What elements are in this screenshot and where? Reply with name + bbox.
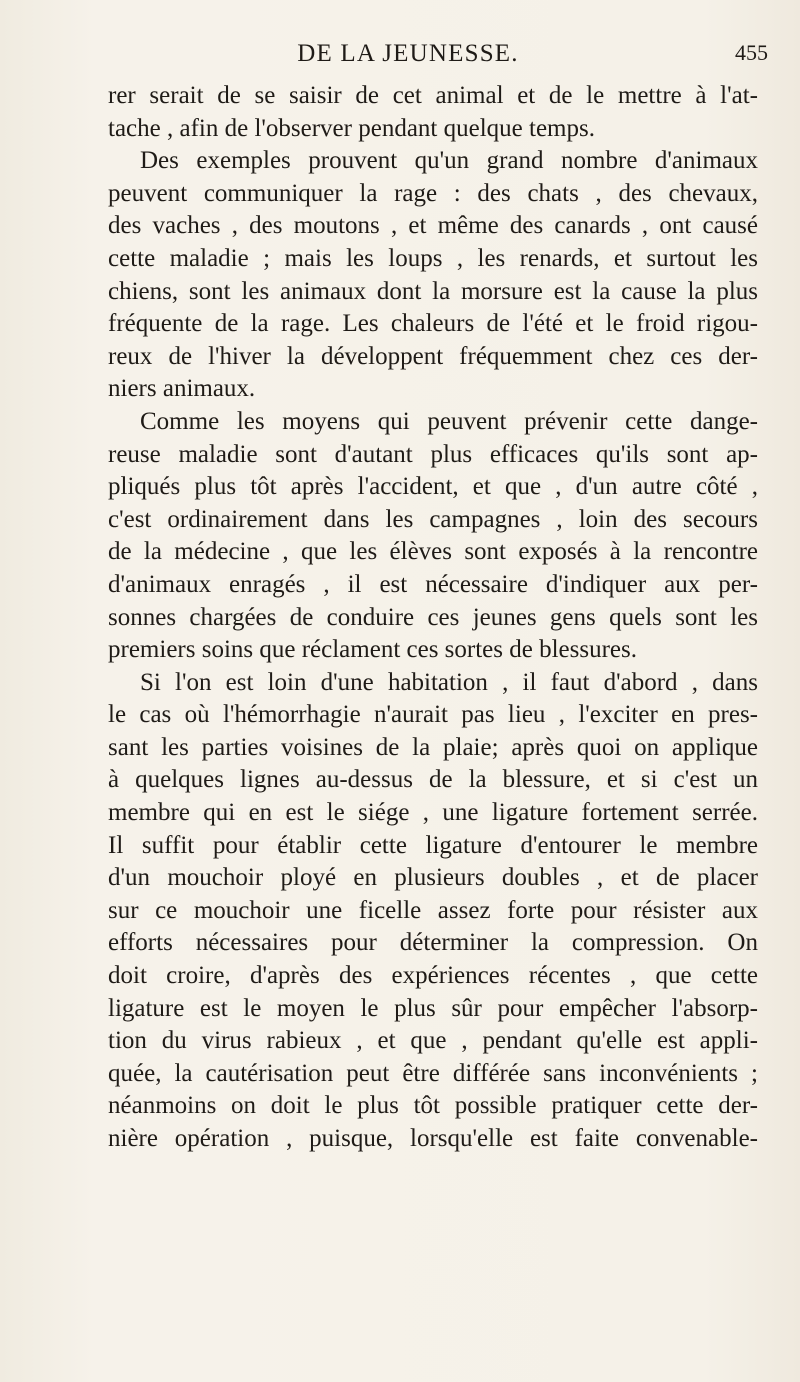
text-line: tache , afin de l'observer pendant quelque temps. xyxy=(108,114,595,142)
text-line: pliqués plus tôt après l'accident, et que , d'un autre côté , xyxy=(108,473,758,501)
page-number: 455 xyxy=(735,40,768,65)
text-line: sur ce mouchoir une ficelle assez forte pour résister aux xyxy=(108,896,758,924)
text-line: Il suffit pour établir cette ligature d'entourer le membre xyxy=(108,831,758,859)
text-line: premiers soins que réclament ces sortes de blessures. xyxy=(108,636,638,664)
text-line: tion du virus rabieux , et que , pendant qu'elle est appli- xyxy=(108,1027,758,1055)
text-line: doit croire, d'après des expériences récentes , que cette xyxy=(108,962,758,990)
text-line: néanmoins on doit le plus tôt possible pratiquer cette der- xyxy=(108,1092,758,1120)
text-line: chiens, sont les animaux dont la morsure est la cause la plus xyxy=(108,277,758,305)
text-line: peuvent communiquer la rage : des chats , des chevaux, xyxy=(108,179,758,207)
text-line: c'est ordinairement dans les campagnes , loin des secours xyxy=(108,505,758,533)
body-text xyxy=(108,80,758,1156)
text-line: sonnes chargées de conduire ces jeunes gens quels sont les xyxy=(108,603,758,631)
running-header xyxy=(108,40,788,80)
text-line: de la médecine , que les élèves sont exposés à la rencontre xyxy=(108,538,758,566)
text-line: reux de l'hiver la développent fréquemment chez ces der- xyxy=(108,342,758,370)
text-line: membre qui en est le siége , une ligature fortement serrée. xyxy=(108,799,758,827)
running-title: DE LA JEUNESSE. xyxy=(297,40,519,67)
text-line: d'un mouchoir ployé en plusieurs doubles , et de placer xyxy=(108,864,758,892)
text-line: le cas où l'hémorrhagie n'aurait pas lieu , l'exciter en pres- xyxy=(108,701,758,729)
text-line: à quelques lignes au-dessus de la blessure, et si c'est un xyxy=(108,766,758,794)
text-line: nière opération , puisque, lorsqu'elle est faite convenable- xyxy=(108,1125,758,1152)
text-line: reuse maladie sont d'autant plus efficaces qu'ils sont ap- xyxy=(108,440,758,468)
text-line: Des exemples prouvent qu'un grand nombre d'animaux xyxy=(140,147,758,175)
text-line: rer serait de se saisir de cet animal et de le mettre à l'at- xyxy=(108,82,758,109)
text-line: quée, la cautérisation peut être différée sans inconvénients ; xyxy=(108,1059,758,1087)
text-line: fréquente de la rage. Les chaleurs de l'été et le froid rigou- xyxy=(108,310,758,338)
text-line: Comme les moyens qui peuvent prévenir cette dange- xyxy=(140,407,758,435)
text-line: Si l'on est loin d'une habitation , il faut d'abord , dans xyxy=(140,668,758,696)
text-line: sant les parties voisines de la plaie; après quoi on applique xyxy=(108,733,758,761)
text-line: efforts nécessaires pour déterminer la compression. On xyxy=(108,929,758,957)
text-line: des vaches , des moutons , et même des canards , ont causé xyxy=(108,212,758,240)
text-line: ligature est le moyen le plus sûr pour empêcher l'absorp- xyxy=(108,994,758,1022)
text-line: cette maladie ; mais les loups , les renards, et surtout les xyxy=(108,244,758,272)
text-line: d'animaux enragés , il est nécessaire d'indiquer aux per- xyxy=(108,570,758,598)
text-line: niers animaux. xyxy=(108,375,256,403)
